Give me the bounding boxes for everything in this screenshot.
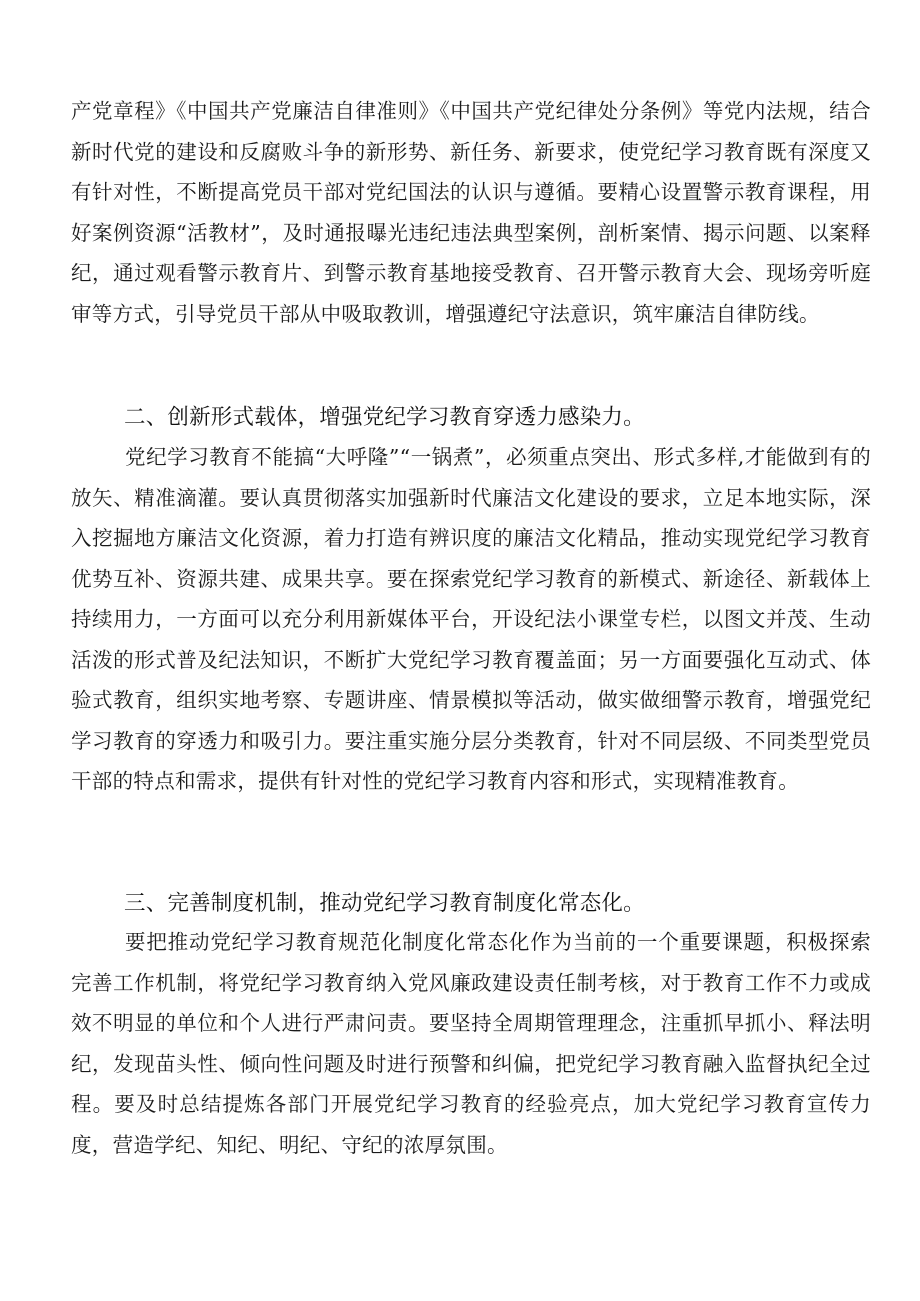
section-heading-2: 二、创新形式载体，增强党纪学习教育穿透力感染力。 — [124, 405, 645, 430]
section-heading-3: 三、完善制度机制，推动党纪学习教育制度化常态化。 — [124, 891, 645, 916]
paragraph-institutional-mechanism: 要把推动党纪学习教育规范化制度化常态化作为当前的一个重要课题，积极探索完善工作机制，将党纪学习教育纳入党风廉政建设责任制考核，对于教育工作不力或成效不明显的单位和个人进行严肃问责。要坚持全周期管理理念，注重抓早抓小、释法明纪，发现苗头性、倾向性问题及时进行预警和纠偏，把党纪学习教育融入监督执纪全过程。要及时总结提炼各部门开展党纪学习教育的经验亮点，加大党纪学习教育宣传力度，营造学纪、知纪、明纪、守纪的浓厚氛围。 — [71, 930, 871, 1157]
paragraph-party-regulations: 产党章程》《中国共产党廉洁自律准则》《中国共产党纪律处分条例》等党内法规，结合新时代党的建设和反腐败斗争的新形势、新任务、新要求，使党纪学习教育既有深度又有针对性，不断提高党员干部对党纪国法的认识与遵循。要精心设置警示教育课程，用好案例资源“活教材”，及时通报曝光违纪违法典型案例，剖析案情、揭示问题、以案释纪，通过观看警示教育片、到警示教育基地接受教育、召开警示教育大会、现场旁听庭审等方式，引导党员干部从中吸取教训，增强遵纪守法意识，筑牢廉洁自律防线。 — [71, 99, 871, 326]
paragraph-innovation-forms: 党纪学习教育不能搞“大呼隆”“一锅煮”，必须重点突出、形式多样,才能做到有的放矢、精准滴灌。要认真贯彻落实加强新时代廉洁文化建设的要求，立足本地实际，深入挖掘地方廉洁文化资源，着力打造有辨识度的廉洁文化精品，推动实现党纪学习教育优势互补、资源共建、成果共享。要在探索党纪学习教育的新模式、新途径、新载体上持续用力，一方面可以充分利用新媒体平台，开设纪法小课堂专栏，以图文并茂、生动活泼的形式普及纪法知识，不断扩大党纪学习教育覆盖面；另一方面要强化互动式、体验式教育，组织实地考察、专题讲座、情景模拟等活动，做实做细警示教育，增强党纪学习教育的穿透力和吸引力。要注重实施分层分类教育，针对不同层级、不同类型党员干部的特点和需求，提供有针对性的党纪学习教育内容和形式，实现精准教育。 — [71, 445, 871, 793]
